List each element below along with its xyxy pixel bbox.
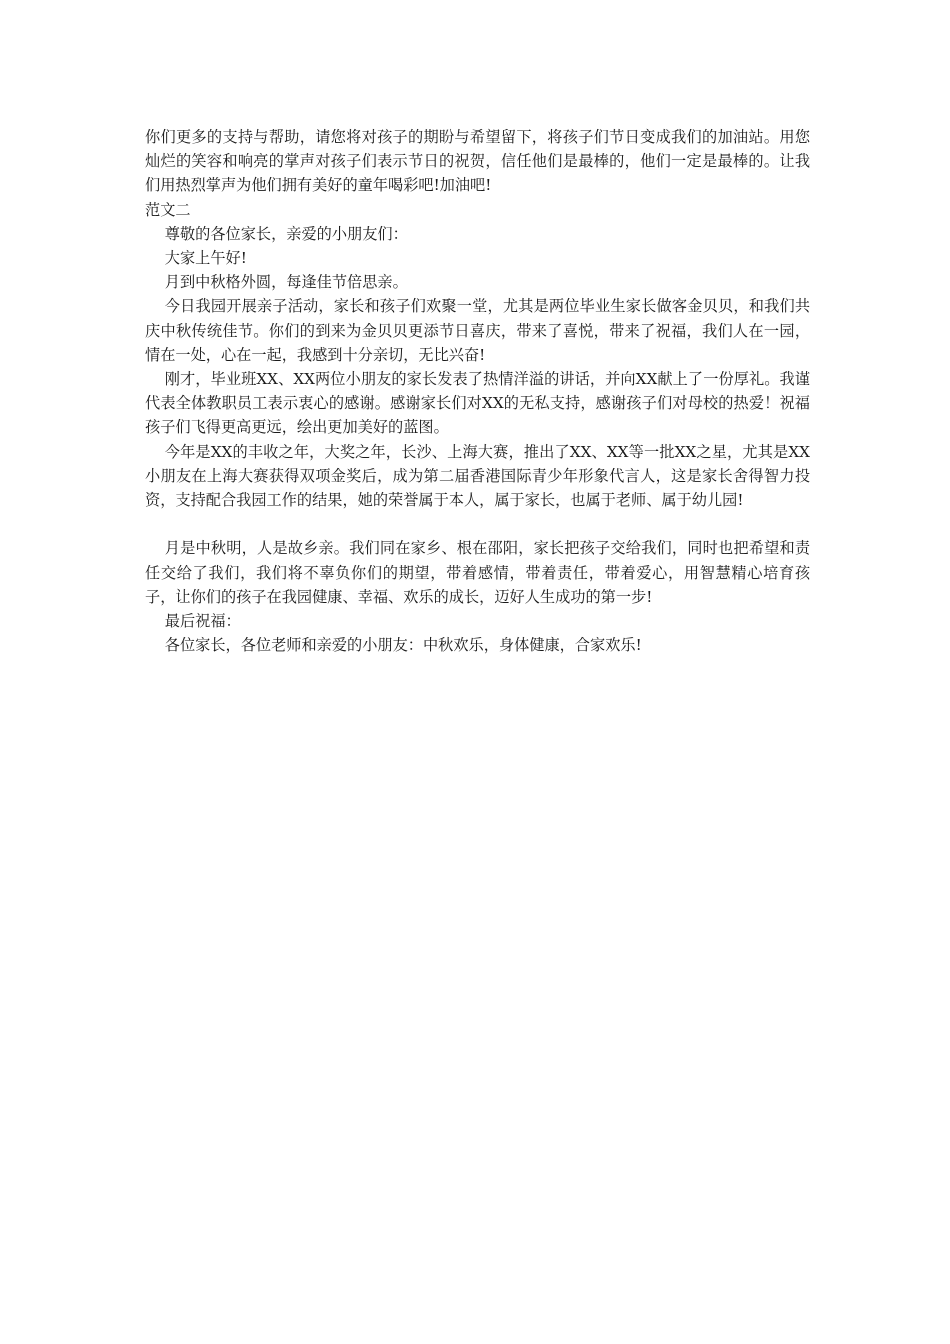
greeting: 大家上午好! [164, 249, 247, 268]
closing-wishes: 各位家长，各位老师和亲爱的小朋友：中秋欢乐，身体健康，合家欢乐! [164, 636, 642, 655]
paragraph-activity: 今日我园开展亲子活动，家长和孩子们欢聚一堂，尤其是两位毕业生家长做客金贝贝，和我们共庆中秋传统佳节。你们的到来为金贝贝更添节日喜庆，带来了喜悦，带来了祝福，我们人在一园，情在一处，心在一起，我感到十分亲切，无比兴奋! [145, 297, 810, 364]
section-heading: 范文二 [145, 200, 191, 219]
paragraph-mid-autumn: 月是中秋明，人是故乡亲。我们同在家乡、根在邵阳，家长把孩子交给我们，同时也把希望和责任交给了我们，我们将不辜负你们的期望，带着感情，带着责任，带着爱心，用智慧精心培育孩子，让你们的孩子在我园健康、幸福、欢乐的成长，迈好人生成功的第一步! [145, 539, 810, 606]
paragraph-thanks: 刚才，毕业班XX、XX两位小朋友的家长发表了热情洋溢的讲话，并向XX献上了一份厚礼。我谨代表全体教职员工表示衷心的感谢。感谢家长们对XX的无私支持，感谢孩子们对母校的热爱！祝福孩子们飞得更高更远，绘出更加美好的蓝图。 [145, 370, 810, 437]
paragraph-opening-line: 月到中秋格外圆，每逢佳节倍思亲。 [164, 273, 408, 292]
paragraph-1: 你们更多的支持与帮助，请您将对孩子的期盼与希望留下，将孩子们节日变成我们的加油站。用您灿烂的笑容和响亮的掌声对孩子们表示节日的祝贺，信任他们是最棒的，他们一定是最棒的。让我们用热烈掌声为他们拥有美好的童年喝彩吧!加油吧! [145, 128, 810, 195]
paragraph-achievements: 今年是XX的丰收之年，大奖之年，长沙、上海大赛，推出了XX、XX等一批XX之星，尤其是XX小朋友在上海大赛获得双项金奖后，成为第二届香港国际青少年形象代言人，这是家长舍得智力投资，支持配合我园工作的结果，她的荣誉属于本人，属于家长，也属于老师、属于幼儿园! [145, 442, 810, 510]
salutation: 尊敬的各位家长，亲爱的小朋友们： [164, 224, 408, 243]
blank-line [145, 512, 810, 536]
document-body [145, 125, 810, 657]
closing-label: 最后祝福： [164, 612, 241, 631]
